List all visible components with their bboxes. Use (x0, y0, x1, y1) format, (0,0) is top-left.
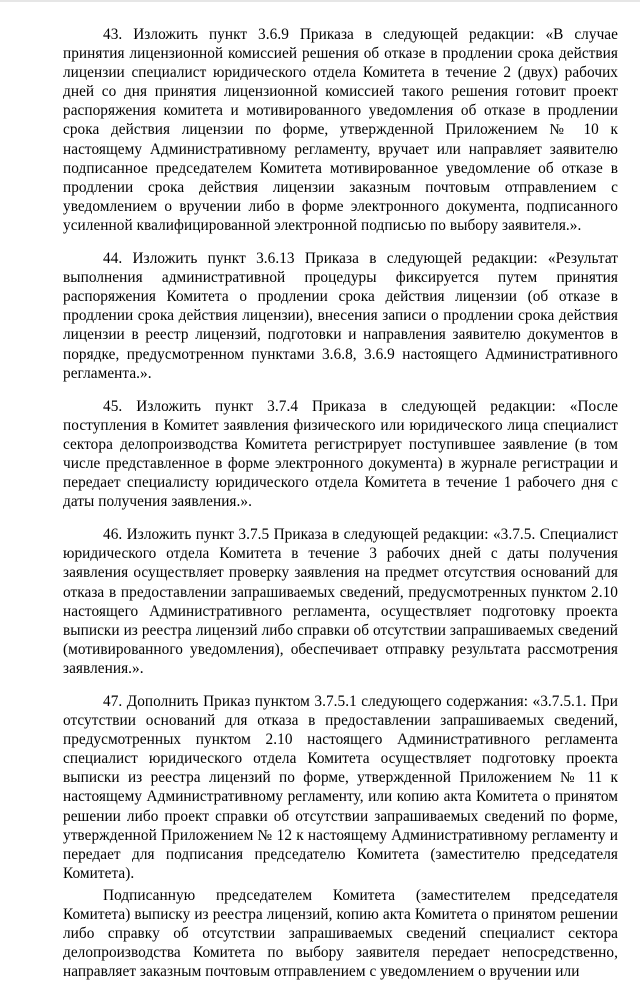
paragraph-item-47: 47. Дополнить Приказ пунктом 3.7.5.1 следующего содержания: «3.7.5.1. При отсутствии оснований для отказа в предоставлении запрашиваемых сведений, предусмотренных пунктом 2.10 настоящего Административного регламента специалист юридического отдела Комитета осуществляет подготовку проекта выписки из реестра лицензий по форме, утвержденной Приложением № 11 к настоящему Административному регламенту, или копию акта Комитета о принятом решении либо проект справки об отсутствии запрашиваемых сведений по форме, утвержденной Приложением № 12 к настоящему Административному регламенту и передает для подписания председателю Комитета (заместителю председателя Комитета). (63, 693, 618, 882)
paragraph-item-44: 44. Изложить пункт 3.6.13 Приказа в следующей редакции: «Результат выполнения административной процедуры фиксируется путем принятия распоряжения Комитета о продлении срока действия лицензии (об отказе в продлении срока действия лицензии), внесения записи о продлении срока действия лицензии в реестр лицензий, подготовки и направления заявителю документов в порядке, предусмотренном пунктами 3.6.8, 3.6.9 настоящего Административного регламента.». (63, 250, 618, 382)
paragraph-continuation: Подписанную председателем Комитета (заместителем председателя Комитета) выписку из реестра лицензий, копию акта Комитета о принятом решении либо справку об отсутствии запрашиваемых сведений специалист сектора делопроизводства Комитета по выбору заявителя передает непосредственно, направляет заказным почтовым отправлением с уведомлением о вручении или (63, 886, 618, 981)
paragraph-item-46: 46. Изложить пункт 3.7.5 Приказа в следующей редакции: «3.7.5. Специалист юридического отдела Комитета в течение 3 рабочих дней с даты получения заявления осуществляет проверку заявления на предмет отсутствия оснований для отказа в предоставлении запрашиваемых сведений, предусмотренных пунктом 2.10 настоящего Административного регламента, осуществляет подготовку проекта выписки из реестра лицензий либо справки об отсутствии запрашиваемых сведений (мотивированного уведомления), обеспечивает отправку результата рассмотрения заявления.». (63, 526, 618, 677)
paragraph-item-43: 43. Изложить пункт 3.6.9 Приказа в следующей редакции: «В случае принятия лицензионной комиссией решения об отказе в продлении срока действия лицензии специалист юридического отдела Комитета в течение 2 (двух) рабочих дней со дня принятия лицензионной комиссией такого решения готовит проект распоряжения комитета и мотивированного уведомления об отказе в продлении срока действия лицензии по форме, утвержденной Приложением № 10 к настоящему Административному регламенту, вручает или направляет заявителю подписанное председателем Комитета мотивированное уведомление об отказе в продлении срока действия лицензии заказным почтовым отправлением с уведомлением о вручении либо в форме электронного документа, подписанного усиленной квалифицированной электронной подписью по выбору заявителя.». (63, 26, 618, 234)
paragraph-item-45: 45. Изложить пункт 3.7.4 Приказа в следующей редакции: «После поступления в Комитет заявления физического или юридического лица специалист сектора делопроизводства Комитета регистрирует поступившее заявление (в том числе представленное в форме электронного документа) в журнале регистрации и передает специалисту юридического отдела Комитета в течение 1 рабочего дня с даты получения заявления.». (63, 397, 618, 511)
